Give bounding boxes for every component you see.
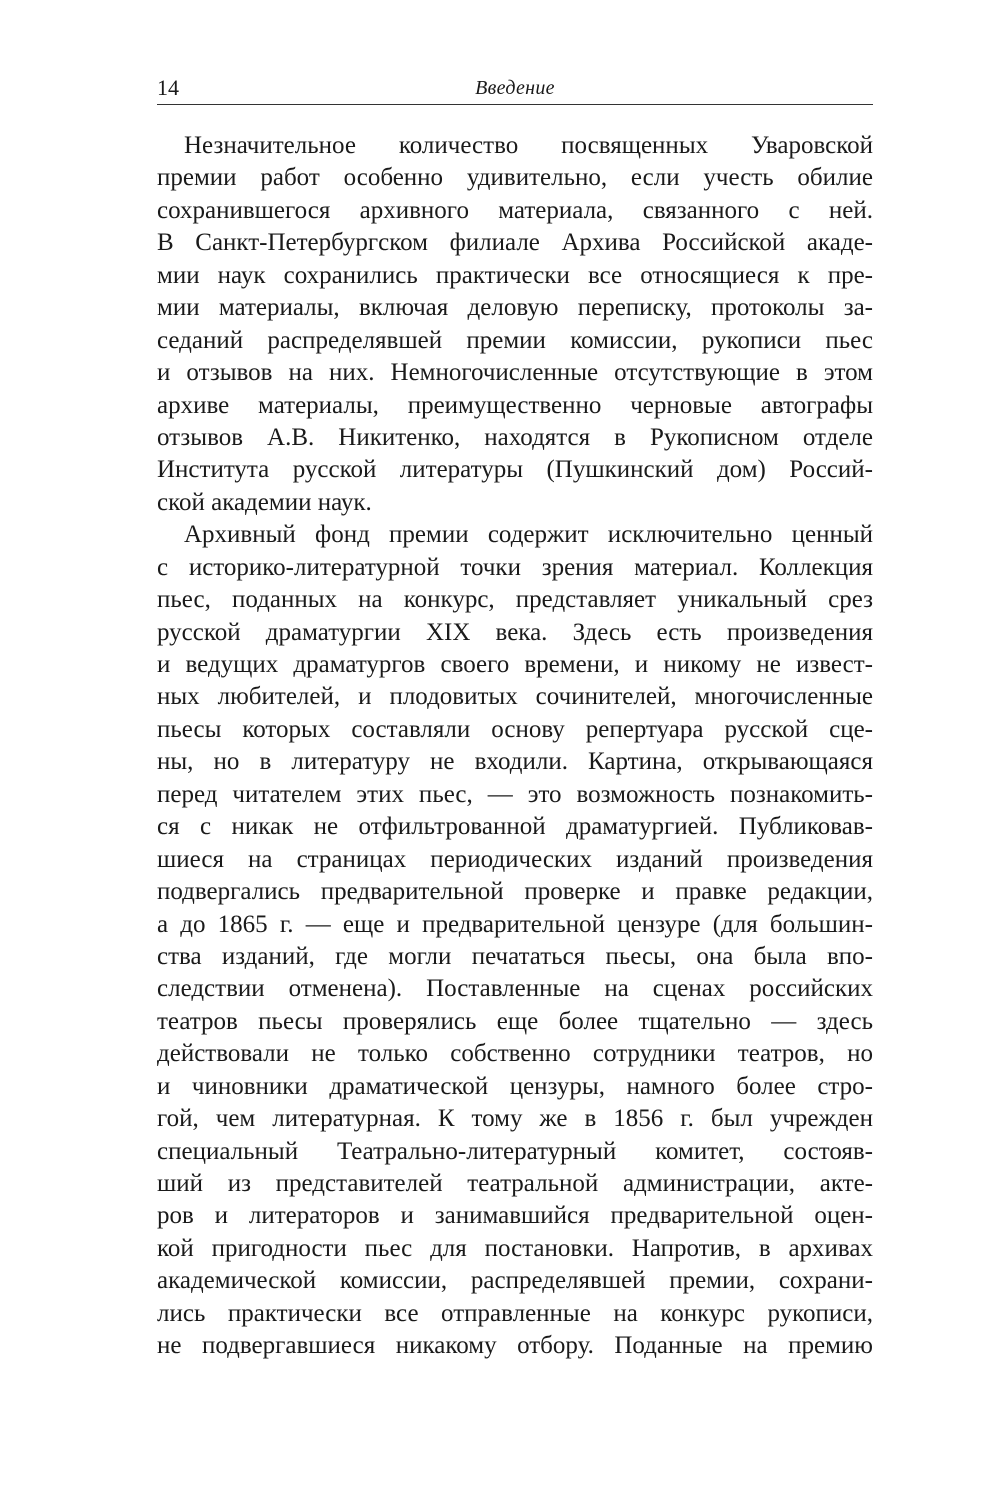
text-line: пьес, поданных на конкурс, представляет уникальный срез xyxy=(157,586,873,614)
text-line: сохранившегося архивного материала, связанного с ней. xyxy=(157,196,873,224)
paragraph xyxy=(157,130,873,519)
text-line: Института русской литературы (Пушкинский дом) Россий- xyxy=(157,456,873,484)
text-line: подвергались предварительной проверке и правке редакции, xyxy=(157,878,873,906)
text-line: перед читателем этих пьес, — это возможность познакомить- xyxy=(157,780,873,808)
text-line: действовали не только собственно сотрудники театров, но xyxy=(157,1040,873,1068)
section-title: Введение xyxy=(475,77,555,99)
text-line: академической комиссии, распределявшей премии, сохрани- xyxy=(157,1267,873,1295)
text-line: театров пьесы проверялись еще более тщательно — здесь xyxy=(157,1007,873,1035)
text-line: ший из представителей театральной администрации, акте- xyxy=(157,1170,873,1197)
text-line: и отзывов на них. Немногочисленные отсутствующие в этом xyxy=(157,359,873,387)
text-line: пьесы которых составляли основу репертуара русской сце- xyxy=(157,715,873,743)
text-line: с историко-литературной точки зрения материал. Коллекция xyxy=(157,553,873,581)
page-number: 14 xyxy=(157,75,179,100)
text-line: премии работ особенно удивительно, если учесть обилие xyxy=(157,164,873,192)
text-line: лись практически все отправленные на конкурс рукописи, xyxy=(157,1299,873,1327)
text-line: ства изданий, где могли печататься пьесы, она была впо- xyxy=(157,942,873,970)
text-line: Архивный фонд премии содержит исключительно ценный xyxy=(184,521,873,549)
paragraph xyxy=(157,519,873,1362)
text-line: ны, но в литературу не входили. Картина, открывающаяся xyxy=(157,748,873,776)
text-line: ров и литераторов и занимавшийся предварительной оцен- xyxy=(157,1202,873,1230)
text-line: мии наук сохранились практически все относящиеся к пре- xyxy=(157,261,873,289)
text-line: Незначительное количество посвященных Уваровской xyxy=(184,132,873,159)
text-line: и чиновники драматической цензуры, намного более стро- xyxy=(157,1072,873,1100)
text-line: ных любителей, и плодовитых сочинителей, многочисленные xyxy=(157,683,873,711)
text-line: гой, чем литературная. К тому же в 1856 г. был учрежден xyxy=(157,1105,873,1133)
body-text xyxy=(157,130,873,1363)
text-line: и ведущих драматургов своего времени, и никому не извест- xyxy=(157,651,873,678)
text-line: ся с никак не отфильтрованной драматургией. Публиковав- xyxy=(157,813,873,841)
text-line: седаний распределявшей премии комиссии, рукописи пьес xyxy=(157,326,873,354)
text-line: не подвергавшиеся никакому отбору. Поданные на премию xyxy=(157,1332,873,1360)
text-line: мии материалы, включая деловую переписку, протоколы за- xyxy=(157,294,873,322)
text-line: шиеся на страницах периодических изданий произведения xyxy=(157,845,873,873)
text-line: русской драматургии XIX века. Здесь есть произведения xyxy=(157,618,873,646)
text-line: а до 1865 г. — еще и предварительной цензуре (для большин- xyxy=(157,910,873,938)
text-line: следствии отменена). Поставленные на сценах российских xyxy=(157,975,873,1003)
running-head xyxy=(157,72,873,105)
text-line: В Санкт-Петербургском филиале Архива Российской акаде- xyxy=(157,229,873,257)
text-line: специальный Театрально-литературный комитет, состояв- xyxy=(157,1137,873,1165)
text-line: отзывов А.В. Никитенко, находятся в Рукописном отделе xyxy=(157,423,873,451)
text-line: ской академии наук. xyxy=(157,488,372,516)
text-line: кой пригодности пьес для постановки. Напротив, в архивах xyxy=(157,1234,873,1262)
text-line: архиве материалы, преимущественно черновые автографы xyxy=(157,391,873,419)
